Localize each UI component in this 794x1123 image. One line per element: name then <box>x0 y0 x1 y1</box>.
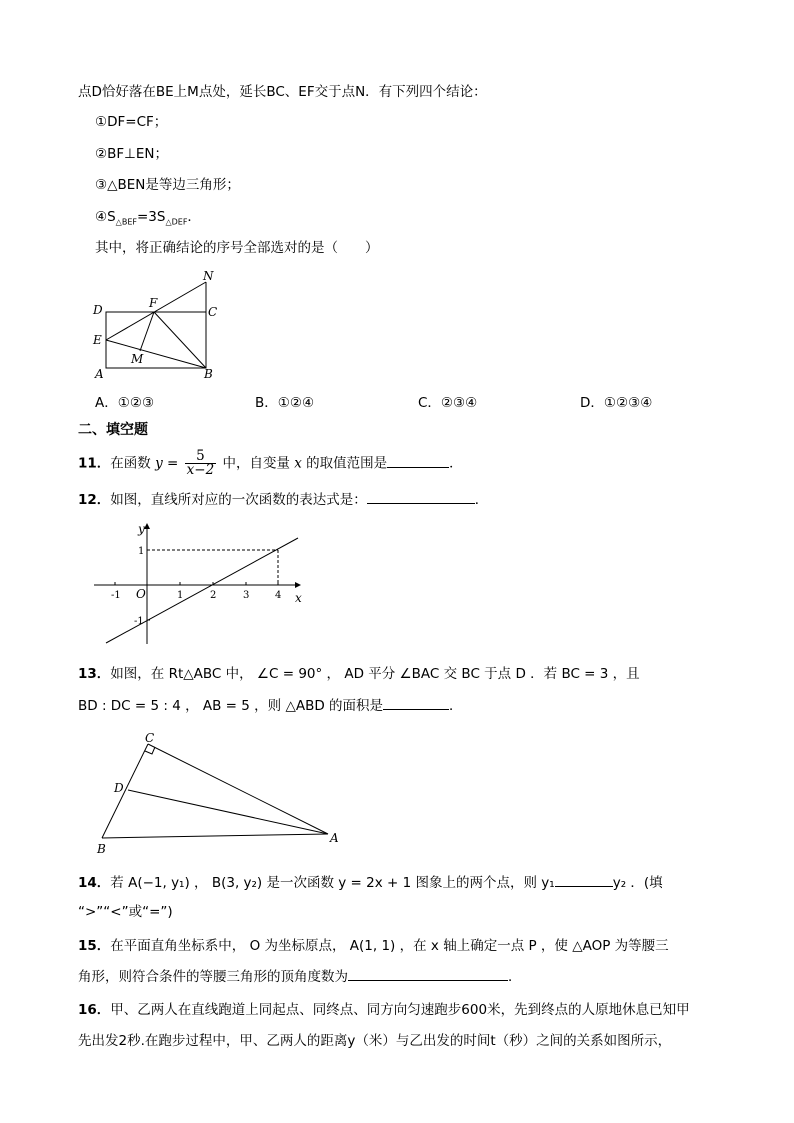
q12-x-label: x <box>295 591 302 605</box>
fig10-label-F: F <box>149 296 158 310</box>
fig13-label-D: D <box>114 781 124 795</box>
q12-answer-blank[interactable] <box>367 489 475 504</box>
fig10-label-B: B <box>204 367 213 381</box>
svg-text:-1: -1 <box>111 590 121 601</box>
fig13-label-C: C <box>145 731 155 745</box>
q14-line-1: 14．若 A(−1, y₁) ， B(3, y₂) 是一次函数 y = 2x + 1 图象上的两个点，则 y₁ y₂ ．(填 <box>78 872 663 893</box>
svg-text:1: 1 <box>138 546 145 557</box>
q10-option-a[interactable]: A．①②③ <box>95 395 155 411</box>
fig13-label-B: B <box>97 842 106 856</box>
fig13-label-A: A <box>330 831 339 845</box>
q10-option-c[interactable]: C．②③④ <box>418 395 478 411</box>
q11: 11．在函数 y = $\frac{5}{x-2}$ 中，自变量 x 的取值范围是 ． <box>78 448 463 478</box>
fig10-label-N: N <box>203 269 214 283</box>
q10-conclusion-2: ②BF⊥EN； <box>95 146 169 162</box>
q10-conclusion-1: ①DF=CF； <box>95 114 168 130</box>
q12-graph <box>88 518 313 648</box>
section-title: 二、填空题 <box>78 422 148 438</box>
q13-line-2: BD : DC = 5 : 4 ， AB = 5 ，则 △ABD 的面积是 ． <box>78 695 463 716</box>
q15-line-2: 角形，则符合条件的等腰三角形的顶角度数为 ． <box>78 966 522 987</box>
q10-conclusion-4: $④S_{\triangle BEF}=3S_{\triangle DEF}$． <box>95 209 201 227</box>
q13-answer-blank[interactable] <box>383 695 449 710</box>
q15-line-1: 15．在平面直角坐标系中， O 为坐标原点， A(1, 1) ，在 x 轴上确定一点 P ，使 △AOP 为等腰三 <box>78 938 669 954</box>
q12-origin: O <box>136 587 146 601</box>
fig10-label-D: D <box>93 303 103 317</box>
q10-option-b[interactable]: B．①②④ <box>255 395 315 411</box>
q12-line <box>106 538 298 643</box>
q11-answer-blank[interactable] <box>387 453 449 468</box>
svg-text:1: 1 <box>177 590 184 601</box>
q10-question: 其中，将正确结论的序号全部选对的是（ ） <box>95 240 379 256</box>
fig10-label-C: C <box>208 305 218 319</box>
q13-figure <box>88 728 348 856</box>
q11-fraction: $\frac{5}{x-2}$ <box>186 448 215 478</box>
q15-answer-blank[interactable] <box>348 966 508 981</box>
q14-line-2: “>”“<”或“=”) <box>78 904 173 920</box>
q12-y-label: y <box>138 522 145 536</box>
q14-answer-blank[interactable] <box>555 872 613 887</box>
fig10-label-A: A <box>95 367 104 381</box>
q10-option-d[interactable]: D．①②③④ <box>580 395 653 411</box>
svg-text:-1: -1 <box>134 616 144 627</box>
fig10-label-M: M <box>131 352 144 366</box>
svg-text:2: 2 <box>210 590 217 601</box>
q10-conclusion-3: ③△BEN是等边三角形； <box>95 177 240 193</box>
fig10-label-E: E <box>93 333 102 347</box>
q13-line-1: 13．如图，在 Rt△ABC 中， ∠C = 90° ， AD 平分 ∠BAC 交 BC 于点 D ．若 BC = 3 ，且 <box>78 666 640 682</box>
q12: 12．如图，直线所对应的一次函数的表达式是： ． <box>78 489 488 510</box>
svg-text:3: 3 <box>243 590 250 601</box>
q10-figure <box>88 268 228 384</box>
q16-line-2: 先出发2秒.在跑步过程中，甲、乙两人的距离y（米）与乙出发的时间t（秒）之间的关系如图所示， <box>78 1033 672 1049</box>
svg-text:4: 4 <box>275 590 282 601</box>
q10-intro: 点D恰好落在BE上M点处，延长BC、EF交于点N．有下列四个结论： <box>78 84 487 100</box>
q16-line-1: 16．甲、乙两人在直线跑道上同起点、同终点、同方向匀速跑步600米，先到终点的人原地休息已知甲 <box>78 1002 690 1018</box>
